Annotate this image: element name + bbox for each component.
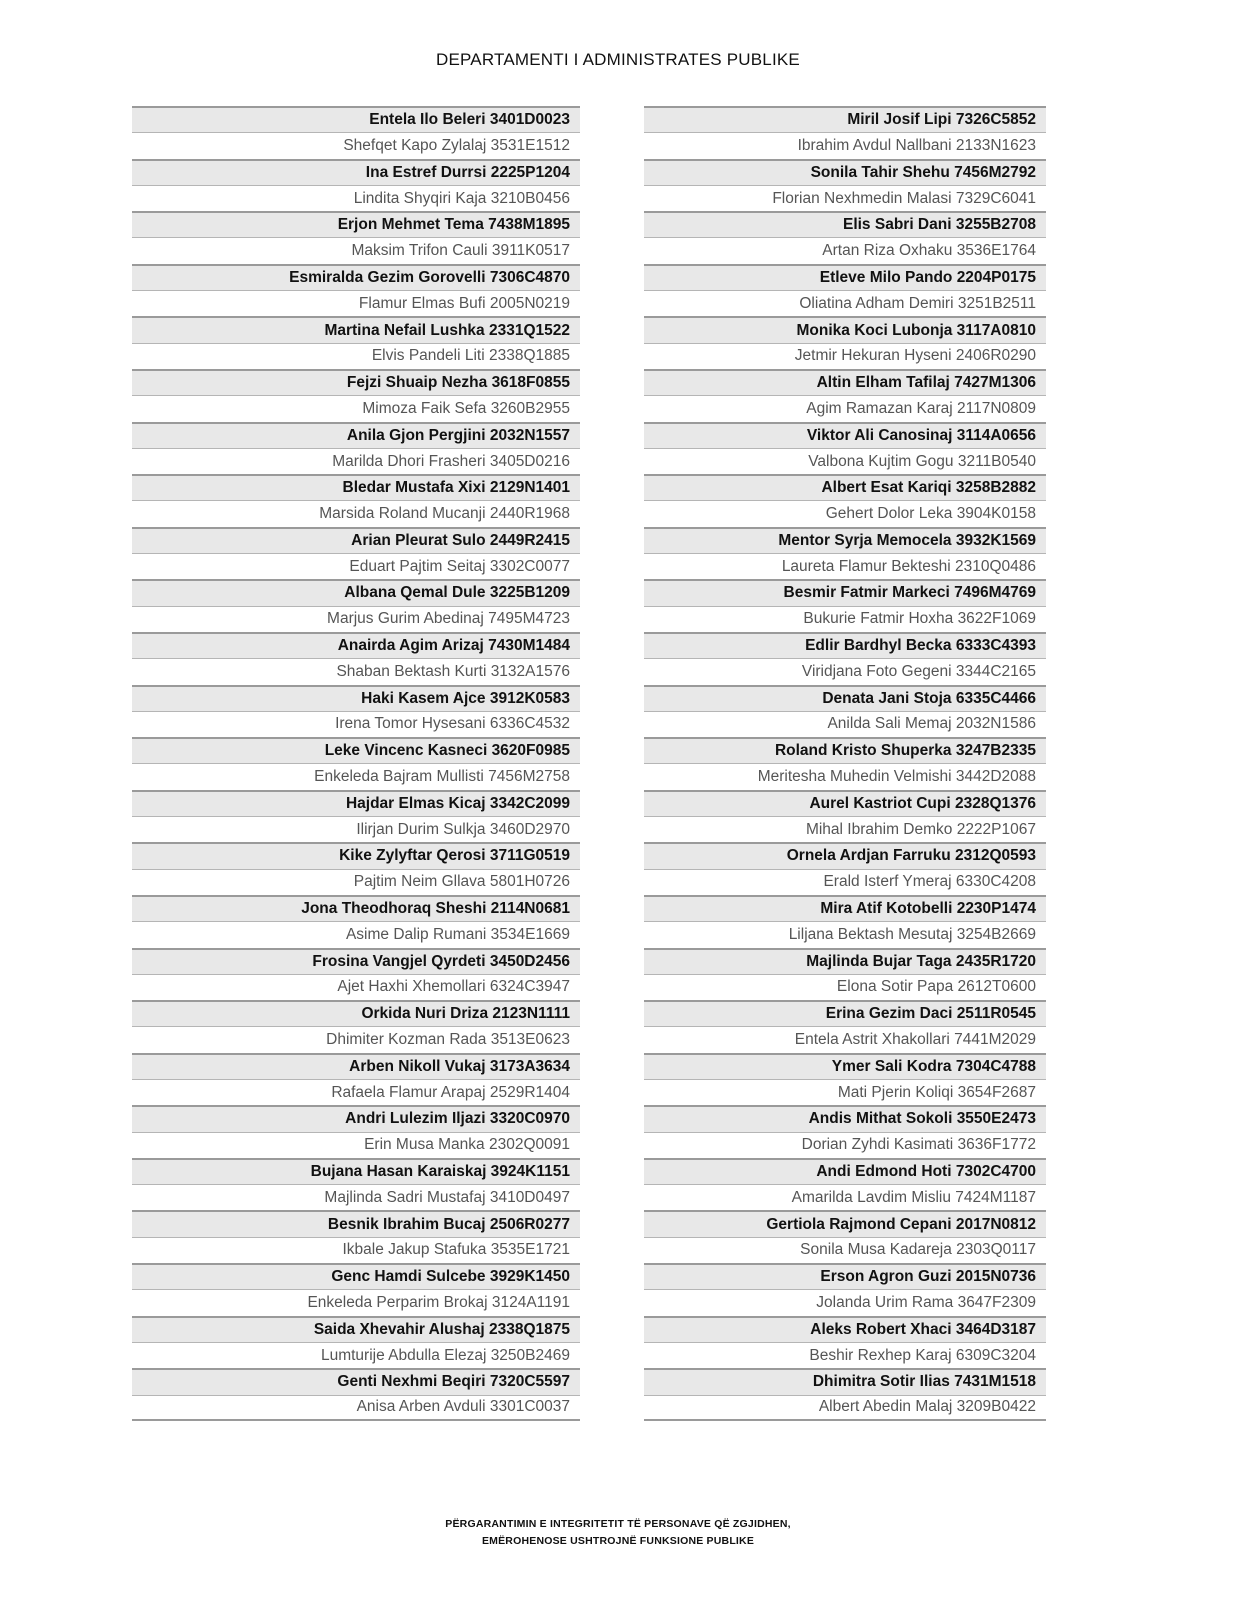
list-item: Beshir Rexhep Karaj 6309C3204 [644,1342,1046,1368]
list-item: Ikbale Jakup Stafuka 3535E1721 [132,1237,580,1263]
list-item: Valbona Kujtim Gogu 3211B0540 [644,448,1046,474]
footer [0,1516,1236,1550]
list-item: Orkida Nuri Driza 2123N1111 [132,1000,580,1026]
list-item: Majlinda Bujar Taga 2435R1720 [644,948,1046,974]
list-item: Ibrahim Avdul Nallbani 2133N1623 [644,132,1046,158]
list-item: Kike Zylyftar Qerosi 3711G0519 [132,842,580,868]
footer-line-2: EMËROHENOSE USHTROJNË FUNKSIONE PUBLIKE [481,1535,755,1547]
list-item: Elvis Pandeli Liti 2338Q1885 [132,343,580,369]
list-item: Lindita Shyqiri Kaja 3210B0456 [132,185,580,211]
list-item: Dhimitra Sotir Ilias 7431M1518 [644,1368,1046,1394]
list-item: Bukurie Fatmir Hoxha 3622F1069 [644,606,1046,632]
list-item: Jona Theodhoraq Sheshi 2114N0681 [132,895,580,921]
list-item: Denata Jani Stoja 6335C4466 [644,685,1046,711]
list-item: Albert Abedin Malaj 3209B0422 [644,1395,1046,1421]
list-item: Pajtim Neim Gllava 5801H0726 [132,869,580,895]
list-item: Etleve Milo Pando 2204P0175 [644,264,1046,290]
list-item: Jolanda Urim Rama 3647F2309 [644,1289,1046,1315]
list-item: Anairda Agim Arizaj 7430M1484 [132,632,580,658]
list-item: Genti Nexhmi Beqiri 7320C5597 [132,1368,580,1394]
list-item: Asime Dalip Rumani 3534E1669 [132,921,580,947]
list-item: Jetmir Hekuran Hyseni 2406R0290 [644,343,1046,369]
list-item: Sonila Tahir Shehu 7456M2792 [644,159,1046,185]
list-item: Laureta Flamur Bekteshi 2310Q0486 [644,553,1046,579]
list-item: Ilirjan Durim Sulkja 3460D2970 [132,816,580,842]
list-item: Arian Pleurat Sulo 2449R2415 [132,527,580,553]
list-item: Dorian Zyhdi Kasimati 3636F1772 [644,1132,1046,1158]
list-item: Erina Gezim Daci 2511R0545 [644,1000,1046,1026]
list-item: Oliatina Adham Demiri 3251B2511 [644,290,1046,316]
list-item: Viktor Ali Canosinaj 3114A0656 [644,422,1046,448]
list-item: Albert Esat Kariqi 3258B2882 [644,474,1046,500]
list-item: Sonila Musa Kadareja 2303Q0117 [644,1237,1046,1263]
list-item: Meritesha Muhedin Velmishi 3442D2088 [644,763,1046,789]
list-item: Marilda Dhori Frasheri 3405D0216 [132,448,580,474]
list-item: Aleks Robert Xhaci 3464D3187 [644,1316,1046,1342]
list-item: Leke Vincenc Kasneci 3620F0985 [132,737,580,763]
list-item: Fejzi Shuaip Nezha 3618F0855 [132,369,580,395]
list-item: Haki Kasem Ajce 3912K0583 [132,685,580,711]
list-item: Elona Sotir Papa 2612T0600 [644,974,1046,1000]
list-item: Marsida Roland Mucanji 2440R1968 [132,500,580,526]
list-item: Bujana Hasan Karaiskaj 3924K1151 [132,1158,580,1184]
list-item: Liljana Bektash Mesutaj 3254B2669 [644,921,1046,947]
list-item: Artan Riza Oxhaku 3536E1764 [644,237,1046,263]
left-name-column [132,106,580,1421]
list-item: Mira Atif Kotobelli 2230P1474 [644,895,1046,921]
list-item: Irena Tomor Hysesani 6336C4532 [132,711,580,737]
list-item: Enkeleda Perparim Brokaj 3124A1191 [132,1289,580,1315]
list-item: Maksim Trifon Cauli 3911K0517 [132,237,580,263]
list-item: Ornela Ardjan Farruku 2312Q0593 [644,842,1046,868]
list-item: Esmiralda Gezim Gorovelli 7306C4870 [132,264,580,290]
list-item: Amarilda Lavdim Misliu 7424M1187 [644,1184,1046,1210]
list-item: Anisa Arben Avduli 3301C0037 [132,1395,580,1421]
list-item: Anila Gjon Pergjini 2032N1557 [132,422,580,448]
list-item: Florian Nexhmedin Malasi 7329C6041 [644,185,1046,211]
list-item: Eduart Pajtim Seitaj 3302C0077 [132,553,580,579]
list-item: Dhimiter Kozman Rada 3513E0623 [132,1026,580,1052]
list-item: Erald Isterf Ymeraj 6330C4208 [644,869,1046,895]
list-item: Aurel Kastriot Cupi 2328Q1376 [644,790,1046,816]
page-title: DEPARTAMENTI I ADMINISTRATES PUBLIKE [436,50,800,69]
list-item: Mati Pjerin Koliqi 3654F2687 [644,1079,1046,1105]
list-item: Edlir Bardhyl Becka 6333C4393 [644,632,1046,658]
list-item: Gehert Dolor Leka 3904K0158 [644,500,1046,526]
list-item: Lumturije Abdulla Elezaj 3250B2469 [132,1342,580,1368]
list-item: Gertiola Rajmond Cepani 2017N0812 [644,1210,1046,1236]
footer-line-1: PËRGARANTIMIN E INTEGRITETIT TË PERSONAVE QË ZGJIDHEN, [445,1518,791,1530]
right-name-column [644,106,1046,1421]
list-item: Bledar Mustafa Xixi 2129N1401 [132,474,580,500]
list-item: Agim Ramazan Karaj 2117N0809 [644,395,1046,421]
list-item: Frosina Vangjel Qyrdeti 3450D2456 [132,948,580,974]
list-item: Arben Nikoll Vukaj 3173A3634 [132,1053,580,1079]
list-item: Saida Xhevahir Alushaj 2338Q1875 [132,1316,580,1342]
list-item: Erin Musa Manka 2302Q0091 [132,1132,580,1158]
list-item: Majlinda Sadri Mustafaj 3410D0497 [132,1184,580,1210]
list-item: Erjon Mehmet Tema 7438M1895 [132,211,580,237]
list-item: Miril Josif Lipi 7326C5852 [644,106,1046,132]
list-item: Martina Nefail Lushka 2331Q1522 [132,316,580,342]
list-item: Entela Ilo Beleri 3401D0023 [132,106,580,132]
list-item: Erson Agron Guzi 2015N0736 [644,1263,1046,1289]
list-item: Genc Hamdi Sulcebe 3929K1450 [132,1263,580,1289]
list-item: Mimoza Faik Sefa 3260B2955 [132,395,580,421]
list-item: Marjus Gurim Abedinaj 7495M4723 [132,606,580,632]
list-item: Mihal Ibrahim Demko 2222P1067 [644,816,1046,842]
list-item: Hajdar Elmas Kicaj 3342C2099 [132,790,580,816]
list-item: Shaban Bektash Kurti 3132A1576 [132,658,580,684]
list-item: Altin Elham Tafilaj 7427M1306 [644,369,1046,395]
list-item: Rafaela Flamur Arapaj 2529R1404 [132,1079,580,1105]
list-item: Ina Estref Durrsi 2225P1204 [132,159,580,185]
list-item: Enkeleda Bajram Mullisti 7456M2758 [132,763,580,789]
list-item: Mentor Syrja Memocela 3932K1569 [644,527,1046,553]
list-item: Shefqet Kapo Zylalaj 3531E1512 [132,132,580,158]
list-item: Monika Koci Lubonja 3117A0810 [644,316,1046,342]
list-item: Ajet Haxhi Xhemollari 6324C3947 [132,974,580,1000]
list-item: Elis Sabri Dani 3255B2708 [644,211,1046,237]
list-item: Besnik Ibrahim Bucaj 2506R0277 [132,1210,580,1236]
list-item: Andri Lulezim Iljazi 3320C0970 [132,1105,580,1131]
list-item: Flamur Elmas Bufi 2005N0219 [132,290,580,316]
list-item: Viridjana Foto Gegeni 3344C2165 [644,658,1046,684]
list-item: Anilda Sali Memaj 2032N1586 [644,711,1046,737]
list-item: Andis Mithat Sokoli 3550E2473 [644,1105,1046,1131]
list-item: Ymer Sali Kodra 7304C4788 [644,1053,1046,1079]
list-item: Roland Kristo Shuperka 3247B2335 [644,737,1046,763]
list-item: Entela Astrit Xhakollari 7441M2029 [644,1026,1046,1052]
list-item: Albana Qemal Dule 3225B1209 [132,579,580,605]
list-item: Besmir Fatmir Markeci 7496M4769 [644,579,1046,605]
list-item: Andi Edmond Hoti 7302C4700 [644,1158,1046,1184]
